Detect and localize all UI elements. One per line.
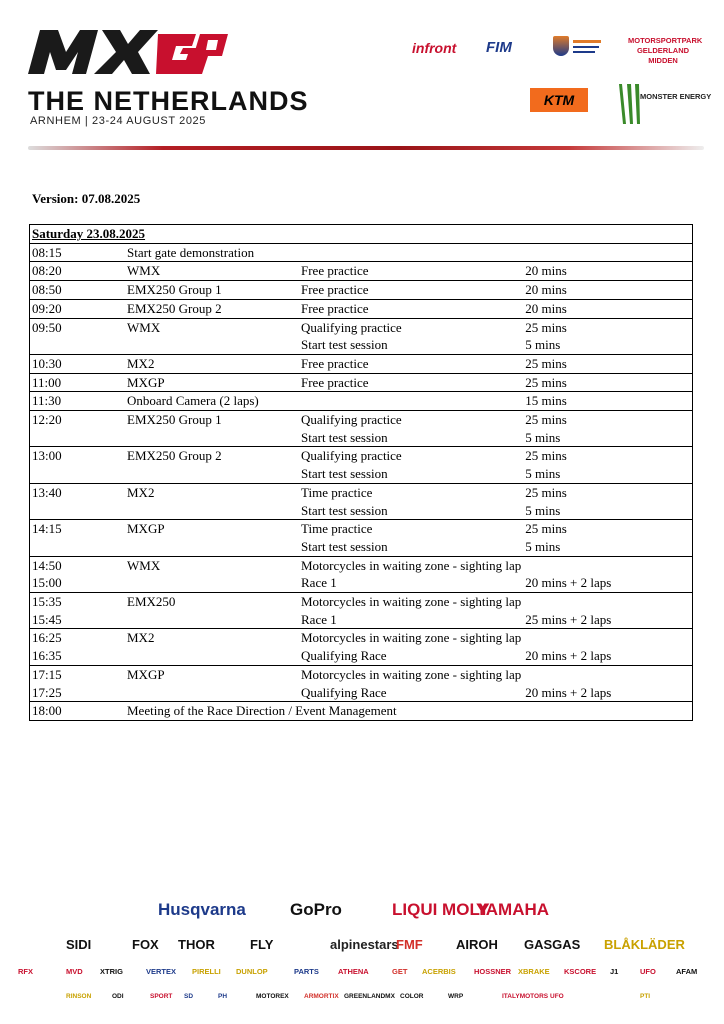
table-row [30, 392, 693, 411]
sponsor-logo-airoh: AIROH [456, 937, 498, 952]
duration-cell: 5 mins [525, 337, 561, 353]
table-row [30, 318, 693, 336]
table-row [30, 354, 693, 373]
table-row [30, 520, 693, 538]
table-row [30, 502, 693, 520]
activity-cell: Free practice [301, 263, 369, 279]
sponsor-logo-fmf: FMF [396, 937, 423, 952]
table-row [30, 465, 693, 483]
table-row [30, 299, 693, 318]
sponsor-logo-armortix: ARMORTIX [304, 993, 339, 1000]
activity-cell [299, 392, 523, 411]
monster-claw-icon [616, 82, 644, 126]
class-cell: MX2 [127, 630, 155, 646]
activity-cell: Qualifying practice [301, 319, 402, 335]
schedule-block [30, 243, 693, 262]
time-cell: 08:50 [32, 282, 62, 298]
class-cell: Meeting of the Race Direction / Event Management [127, 703, 397, 719]
time-cell: 17:15 [32, 666, 62, 682]
table-row [30, 447, 693, 465]
table-row [30, 243, 693, 262]
mxgp-logo [28, 24, 228, 76]
sponsor-logo-fly: FLY [250, 937, 274, 952]
schedule-block [30, 593, 693, 629]
sponsor-logo-wrp: WRP [448, 993, 464, 1000]
sponsor-logo-ph: PH [218, 993, 228, 1000]
infront-logo: infront [412, 40, 457, 56]
sponsor-logo-gopro: GoPro [290, 900, 342, 919]
sponsor-logo-xtrig: XTRIG [100, 967, 123, 976]
duration-cell: 20 mins [525, 282, 567, 298]
table-row [30, 611, 693, 629]
time-cell: 15:35 [32, 594, 62, 610]
table-row [30, 336, 693, 354]
activity-cell: Motorcycles in waiting zone - sighting lap [301, 630, 522, 646]
activity-cell: Start test session [301, 429, 388, 445]
sponsor-logo-pirelli: PIRELLI [192, 967, 221, 976]
activity-cell: Free practice [301, 282, 369, 298]
time-cell [30, 336, 126, 354]
sponsor-logo-alpinestars: alpinestars [330, 937, 399, 952]
duration-cell: 5 mins [525, 502, 561, 518]
duration-cell [523, 629, 692, 647]
class-cell [125, 336, 299, 354]
class-cell [125, 611, 299, 629]
page-header [0, 0, 724, 160]
sponsor-logo-j1: J1 [610, 967, 619, 976]
time-cell: 08:20 [32, 263, 62, 279]
time-cell: 17:25 [32, 684, 62, 700]
sponsor-logo-rfx: RFX [18, 967, 33, 976]
sponsor-logo-motorex: MOTOREX [256, 993, 289, 1000]
sponsor-logo-liqui-moly: LIQUI MOLY [392, 900, 490, 919]
sponsor-logo-pti: PTI [640, 993, 651, 1000]
time-cell: 13:40 [32, 484, 62, 500]
class-cell: WMX [127, 557, 161, 573]
footer-sponsors [0, 880, 724, 1024]
activity-cell: Race 1 [301, 611, 337, 627]
sponsor-logo-husqvarna: Husqvarna [158, 900, 246, 919]
activity-cell: Start test session [301, 502, 388, 518]
sponsor-logo-acerbis: ACERBIS [422, 967, 456, 976]
duration-cell: 20 mins [525, 300, 567, 316]
sponsor-logo-dunlop: DUNLOP [236, 967, 268, 976]
class-cell [125, 538, 299, 556]
duration-cell: 25 mins + 2 laps [525, 611, 612, 627]
time-cell: 14:50 [32, 557, 62, 573]
sponsor-logo-rinson: RINSON [66, 993, 92, 1000]
duration-cell: 25 mins [525, 319, 567, 335]
sponsor-logo-sidi: SIDI [66, 937, 92, 952]
duration-cell: 5 mins [525, 538, 561, 554]
activity-cell: Qualifying Race [301, 648, 387, 664]
sponsor-logo-ufo: UFO [640, 967, 656, 976]
duration-cell: 15 mins [525, 393, 567, 409]
time-cell: 11:00 [32, 374, 62, 390]
day-title: Saturday 23.08.2025 [32, 226, 146, 241]
activity-cell: Motorcycles in waiting zone - sighting lap [301, 557, 522, 573]
schedule-block [30, 629, 693, 665]
schedule-block [30, 411, 693, 447]
time-cell: 11:30 [32, 393, 62, 409]
class-cell: EMX250 Group 1 [127, 412, 222, 428]
fim-logo: FIM [486, 39, 512, 56]
time-cell: 09:20 [32, 300, 62, 316]
table-row [30, 262, 693, 281]
class-cell: Start gate demonstration [127, 244, 255, 260]
sponsor-logo-color: COLOR [400, 993, 424, 1000]
sponsor-logo-yamaha: YAMAHA [476, 900, 550, 919]
sponsor-logo-get: GET [392, 967, 408, 976]
time-cell: 14:15 [32, 521, 62, 537]
monster-energy-text: MONSTER ENERGY [640, 92, 712, 101]
knmv-shield-icon [553, 36, 569, 56]
monster-energy-logo [616, 82, 712, 126]
table-row [30, 281, 693, 300]
time-cell: 12:20 [32, 412, 62, 428]
time-cell [30, 502, 126, 520]
table-row [30, 629, 693, 647]
sponsor-logo-greenlandmx: GREENLANDMX [344, 993, 395, 1000]
activity-cell: Race 1 [301, 575, 337, 591]
activity-cell: Time practice [301, 521, 373, 537]
schedule-block [30, 281, 693, 300]
schedule-day-header [30, 225, 693, 244]
class-cell [125, 574, 299, 592]
table-row [30, 665, 693, 683]
activity-cell: Qualifying practice [301, 412, 402, 428]
ktm-logo: KTM [530, 88, 588, 112]
class-cell: EMX250 Group 2 [127, 448, 222, 464]
table-row [30, 702, 693, 721]
sponsor-logo-athena: ATHENA [338, 967, 369, 976]
schedule-block [30, 354, 693, 373]
class-cell: WMX [127, 319, 161, 335]
duration-cell: 20 mins [525, 263, 567, 279]
class-cell [125, 429, 299, 447]
table-row [30, 429, 693, 447]
activity-cell: Qualifying Race [301, 684, 387, 700]
header-divider [28, 146, 704, 150]
time-cell: 13:00 [32, 448, 62, 464]
schedule-block [30, 556, 693, 592]
schedule-block [30, 520, 693, 556]
activity-cell: Qualifying practice [301, 448, 402, 464]
duration-cell: 25 mins [525, 374, 567, 390]
time-cell: 15:00 [32, 575, 62, 591]
sponsor-logo-sd: SD [184, 993, 194, 1000]
sponsor-logo-ufo: UFO [550, 993, 564, 1000]
table-row [30, 373, 693, 392]
class-cell: EMX250 Group 1 [127, 282, 222, 298]
time-cell: 16:35 [32, 648, 62, 664]
activity-cell: Start test session [301, 538, 388, 554]
duration-cell: 25 mins [525, 355, 567, 371]
table-row [30, 538, 693, 556]
time-cell: 18:00 [32, 703, 62, 719]
class-cell: EMX250 Group 2 [127, 300, 222, 316]
time-cell: 09:50 [32, 319, 62, 335]
table-row [30, 483, 693, 501]
sponsor-logo-vertex: VERTEX [146, 967, 177, 976]
table-row [30, 647, 693, 665]
sponsor-logo-hossner: HOSSNER [474, 967, 512, 976]
class-cell [125, 465, 299, 483]
table-row [30, 556, 693, 574]
motorsportpark-logo: MOTORSPORTPARK GELDERLAND MIDDEN [628, 36, 703, 65]
schedule-block [30, 702, 693, 721]
activity-cell: Start test session [301, 466, 388, 482]
sponsor-logo-bl-kl-der: BLÅKLÄDER [604, 937, 685, 952]
schedule-block [30, 318, 693, 354]
schedule-block [30, 299, 693, 318]
schedule-block [30, 447, 693, 483]
activity-cell: Start test session [301, 337, 388, 353]
activity-cell: Free practice [301, 374, 369, 390]
duration-cell: 25 mins [525, 484, 567, 500]
class-cell [125, 647, 299, 665]
class-cell [125, 502, 299, 520]
sponsor-logo-mvd: MVD [66, 967, 83, 976]
sponsor-logo-sport: SPORT [150, 993, 173, 1000]
table-row [30, 574, 693, 592]
class-cell: WMX [127, 263, 161, 279]
schedule-table [29, 224, 693, 721]
time-cell [30, 538, 126, 556]
sponsor-logo-kscore: KSCORE [564, 967, 597, 976]
sponsor-logo-fox: FOX [132, 937, 159, 952]
schedule-block [30, 665, 693, 701]
class-cell [125, 684, 299, 702]
activity-cell: Time practice [301, 484, 373, 500]
duration-cell: 25 mins [525, 448, 567, 464]
duration-cell: 25 mins [525, 521, 567, 537]
event-title: THE NETHERLANDS [28, 86, 309, 116]
duration-cell: 20 mins + 2 laps [525, 684, 612, 700]
class-cell: MX2 [127, 355, 155, 371]
table-row [30, 593, 693, 611]
time-cell: 10:30 [32, 355, 62, 371]
sponsor-logo-thor: THOR [178, 937, 215, 952]
class-cell: MXGP [127, 374, 165, 390]
version-label: Version: 07.08.2025 [32, 191, 141, 206]
duration-cell: 5 mins [525, 466, 561, 482]
duration-cell: 5 mins [525, 429, 561, 445]
time-cell: 15:45 [32, 611, 62, 627]
sponsor-logo-afam: AFAM [676, 967, 698, 976]
knmv-logo [553, 36, 601, 58]
duration-cell: 25 mins [525, 412, 567, 428]
class-cell: MXGP [127, 521, 165, 537]
event-subtitle: ARNHEM | 23-24 AUGUST 2025 [30, 115, 206, 127]
sponsor-logo-italymotors: ITALYMOTORS [502, 993, 549, 1000]
sponsor-logo-gasgas: GASGAS [524, 937, 581, 952]
activity-cell: Motorcycles in waiting zone - sighting lap [301, 594, 522, 610]
schedule-block [30, 262, 693, 281]
activity-cell: Free practice [301, 355, 369, 371]
class-cell: Onboard Camera (2 laps) [127, 393, 259, 409]
table-row [30, 411, 693, 429]
class-cell: MXGP [127, 666, 165, 682]
time-cell: 16:25 [32, 630, 62, 646]
activity-cell: Motorcycles in waiting zone - sighting lap [301, 666, 522, 682]
duration-cell: 20 mins + 2 laps [525, 575, 612, 591]
sponsor-logo-parts: PARTS [294, 967, 319, 976]
class-cell: EMX250 [127, 594, 176, 610]
duration-cell: 20 mins + 2 laps [525, 648, 612, 664]
class-cell: MX2 [127, 484, 155, 500]
schedule-block [30, 483, 693, 519]
time-cell [30, 465, 126, 483]
time-cell: 08:15 [32, 244, 62, 260]
duration-cell [523, 556, 692, 574]
table-row [30, 684, 693, 702]
duration-cell [523, 665, 692, 683]
schedule-block [30, 373, 693, 392]
activity-cell: Free practice [301, 300, 369, 316]
sponsor-logo-odi: ODI [112, 993, 124, 1000]
sponsor-logo-xbrake: XBRAKE [518, 967, 550, 976]
time-cell [30, 429, 126, 447]
duration-cell [523, 593, 692, 611]
schedule-block [30, 392, 693, 411]
